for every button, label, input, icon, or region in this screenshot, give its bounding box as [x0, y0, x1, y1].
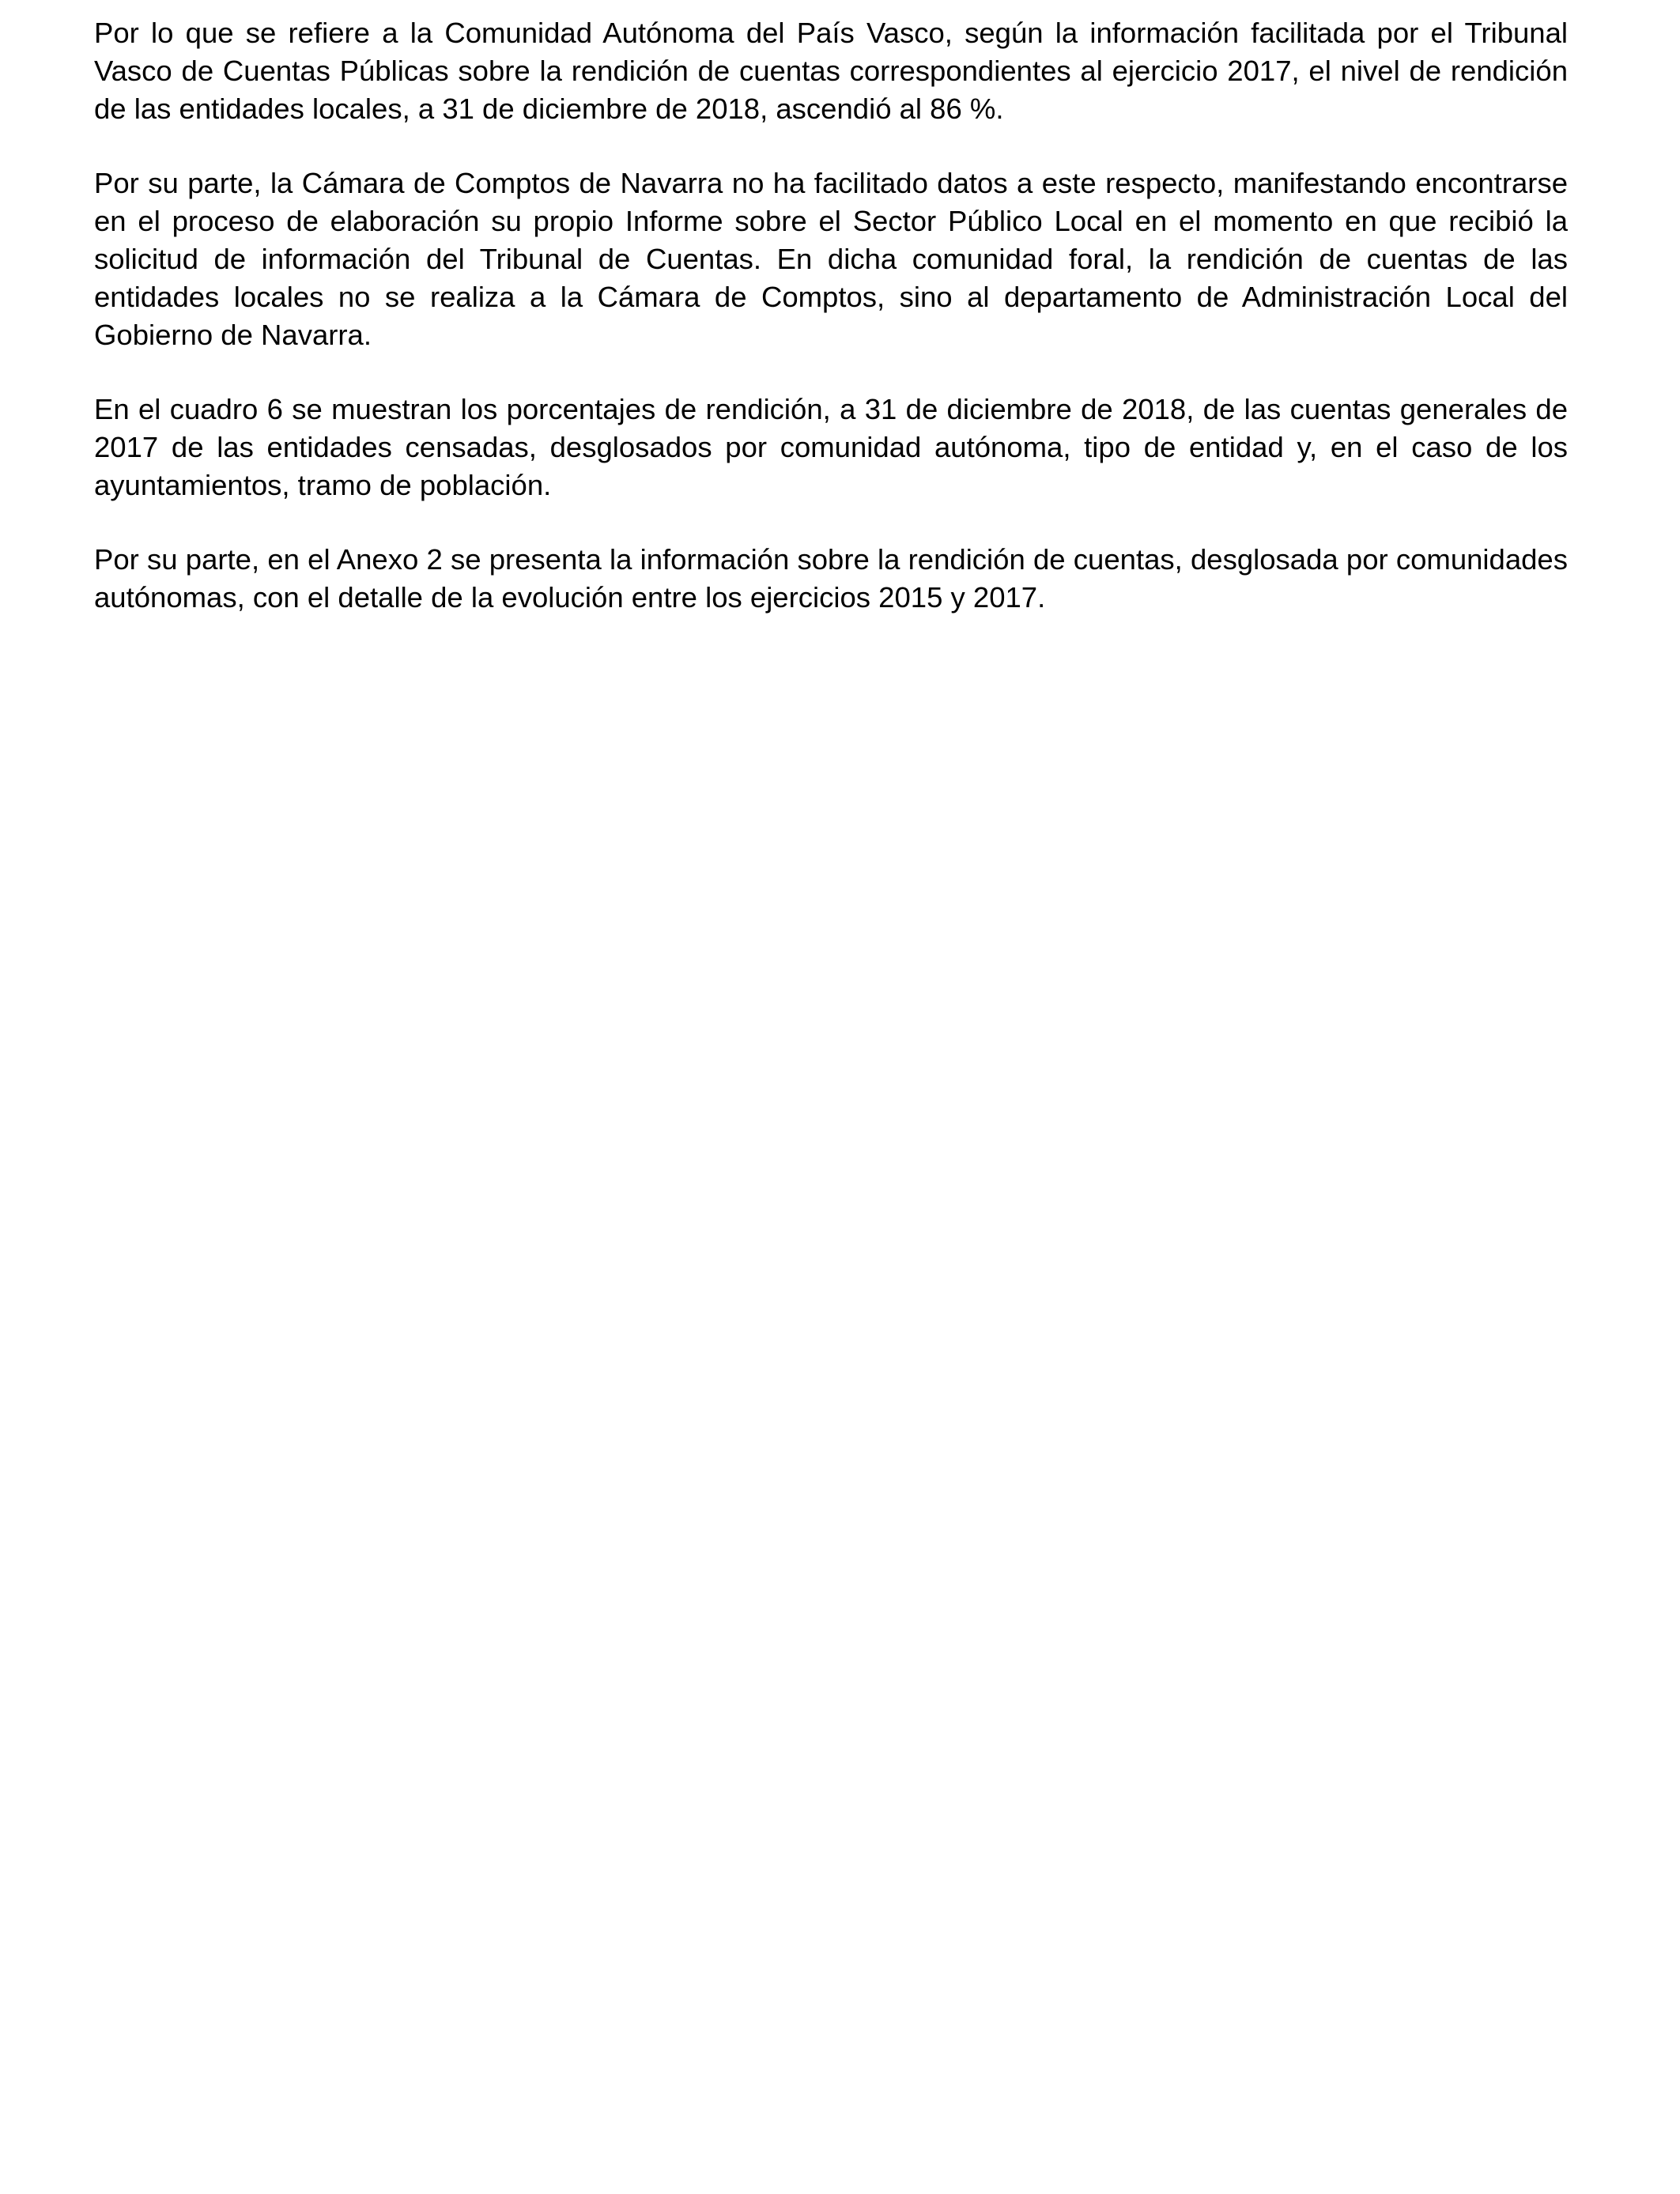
paragraph-pais-vasco: Por lo que se refiere a la Comunidad Autónoma del País Vasco, según la información facilitada por el Tribunal Vasco de Cuentas Públicas sobre la rendición de cuentas correspondientes al ejercicio 2017, el nivel de rendición de las entidades locales, a 31 de diciembre de 2018, ascendió al 86 %.	[94, 17, 1568, 125]
document-page	[94, 14, 1568, 653]
paragraph-navarra: Por su parte, la Cámara de Comptos de Navarra no ha facilitado datos a este respecto, manifestando encontrarse en el proceso de elaboración su propio Informe sobre el Sector Público Local en el momento en que recibió la solicitud de información del Tribunal de Cuentas. En dicha comunidad foral, la rendición de cuentas de las entidades locales no se realiza a la Cámara de Comptos, sino al departamento de Administración Local del Gobierno de Navarra.	[94, 167, 1568, 351]
paragraph-cuadro-6: En el cuadro 6 se muestran los porcentajes de rendición, a 31 de diciembre de 2018, de las cuentas generales de 2017 de las entidades censadas, desglosados por comunidad autónoma, tipo de entidad y, en el caso de los ayuntamientos, tramo de población.	[94, 393, 1568, 501]
paragraph-anexo-2: Por su parte, en el Anexo 2 se presenta la información sobre la rendición de cuentas, desglosada por comunidades autónomas, con el detalle de la evolución entre los ejercicios 2015 y 2017.	[94, 543, 1568, 614]
